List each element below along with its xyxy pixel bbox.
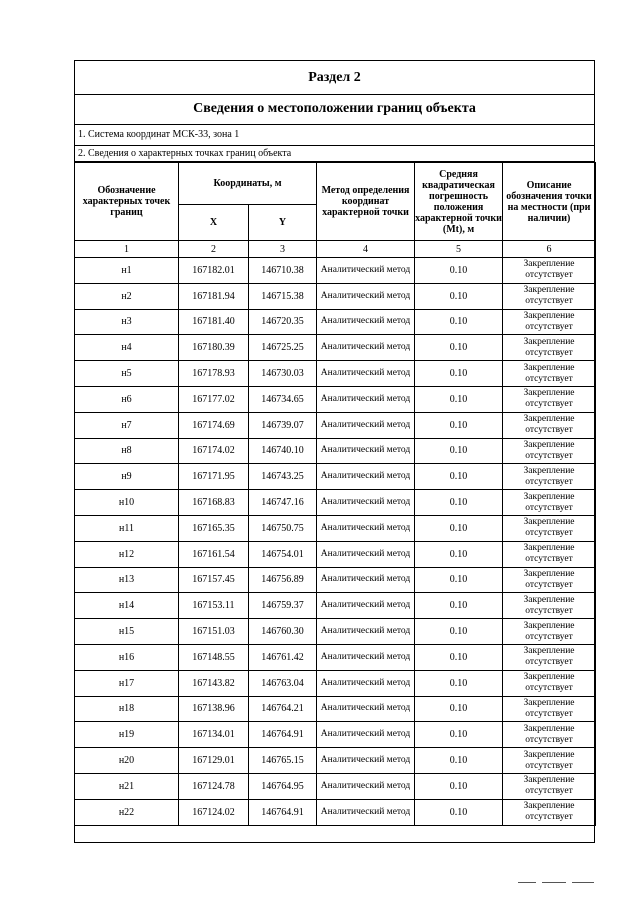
point-name-cell: н16 [75,644,179,670]
accuracy-cell: 0.10 [415,799,503,825]
coord-y-cell: 146764.91 [249,722,317,748]
table-row [75,361,596,387]
accuracy-cell: 0.10 [415,696,503,722]
coord-x-cell: 167165.35 [179,515,249,541]
accuracy-cell: 0.10 [415,335,503,361]
coord-x-cell: 167143.82 [179,670,249,696]
accuracy-cell: 0.10 [415,464,503,490]
coord-y-cell: 146740.10 [249,438,317,464]
method-cell: Аналитический метод [317,283,415,309]
coord-x-cell: 167171.95 [179,464,249,490]
point-name-cell: н8 [75,438,179,464]
table-row [75,386,596,412]
description-cell: Закрепление отсутствует [503,773,596,799]
accuracy-cell: 0.10 [415,619,503,645]
coord-y-cell: 146765.15 [249,748,317,774]
table-row [75,773,596,799]
table-row [75,722,596,748]
method-cell: Аналитический метод [317,773,415,799]
description-cell: Закрепление отсутствует [503,438,596,464]
coord-y-cell: 146725.25 [249,335,317,361]
description-cell: Закрепление отсутствует [503,567,596,593]
method-cell: Аналитический метод [317,593,415,619]
description-cell: Закрепление отсутствует [503,490,596,516]
section-title: Раздел 2 [75,61,594,95]
coord-x-cell: 167182.01 [179,258,249,284]
coord-x-cell: 167151.03 [179,619,249,645]
coord-x-cell: 167148.55 [179,644,249,670]
coord-y-cell: 146763.04 [249,670,317,696]
accuracy-cell: 0.10 [415,309,503,335]
point-name-cell: н4 [75,335,179,361]
table-row [75,619,596,645]
point-name-cell: н6 [75,386,179,412]
accuracy-cell: 0.10 [415,567,503,593]
table-row [75,258,596,284]
method-cell: Аналитический метод [317,464,415,490]
table-row [75,567,596,593]
method-cell: Аналитический метод [317,748,415,774]
method-cell: Аналитический метод [317,567,415,593]
coord-y-cell: 146764.21 [249,696,317,722]
coord-x-cell: 167153.11 [179,593,249,619]
table-row [75,515,596,541]
method-cell: Аналитический метод [317,412,415,438]
column-number: 5 [415,241,503,258]
point-name-cell: н22 [75,799,179,825]
coord-y-cell: 146720.35 [249,309,317,335]
coord-x-cell: 167174.69 [179,412,249,438]
accuracy-cell: 0.10 [415,515,503,541]
header-x: X [179,205,249,241]
description-cell: Закрепление отсутствует [503,515,596,541]
column-number: 6 [503,241,596,258]
table-row [75,696,596,722]
coord-x-cell: 167124.02 [179,799,249,825]
table-row [75,335,596,361]
point-name-cell: н18 [75,696,179,722]
coord-x-cell: 167174.02 [179,438,249,464]
method-cell: Аналитический метод [317,361,415,387]
description-cell: Закрепление отсутствует [503,386,596,412]
coord-x-cell: 167181.40 [179,309,249,335]
table-row [75,644,596,670]
method-cell: Аналитический метод [317,258,415,284]
point-name-cell: н13 [75,567,179,593]
section-subtitle: Сведения о местоположении границ объекта [75,94,594,125]
accuracy-cell: 0.10 [415,773,503,799]
point-name-cell: н5 [75,361,179,387]
coord-x-cell: 167178.93 [179,361,249,387]
accuracy-cell: 0.10 [415,490,503,516]
coord-x-cell: 167180.39 [179,335,249,361]
accuracy-cell: 0.10 [415,438,503,464]
point-name-cell: н21 [75,773,179,799]
table-row [75,438,596,464]
accuracy-cell: 0.10 [415,283,503,309]
point-name-cell: н14 [75,593,179,619]
coord-y-cell: 146747.16 [249,490,317,516]
table-bottom-strip [75,821,594,842]
description-cell: Закрепление отсутствует [503,619,596,645]
accuracy-cell: 0.10 [415,361,503,387]
description-cell: Закрепление отсутствует [503,258,596,284]
method-cell: Аналитический метод [317,335,415,361]
description-cell: Закрепление отсутствует [503,361,596,387]
coord-y-cell: 146734.65 [249,386,317,412]
column-number: 4 [317,241,415,258]
document-sheet [74,60,595,843]
method-cell: Аналитический метод [317,490,415,516]
coord-x-cell: 167161.54 [179,541,249,567]
accuracy-cell: 0.10 [415,722,503,748]
description-cell: Закрепление отсутствует [503,309,596,335]
column-number: 3 [249,241,317,258]
description-cell: Закрепление отсутствует [503,464,596,490]
table-row [75,670,596,696]
coord-y-cell: 146743.25 [249,464,317,490]
description-cell: Закрепление отсутствует [503,283,596,309]
table-row [75,412,596,438]
table-row [75,283,596,309]
coord-y-cell: 146750.75 [249,515,317,541]
accuracy-cell: 0.10 [415,670,503,696]
header-coords: Координаты, м [179,163,317,205]
point-name-cell: н17 [75,670,179,696]
coord-x-cell: 167138.96 [179,696,249,722]
coord-y-cell: 146739.07 [249,412,317,438]
header-description: Описание обозначения точки на местности (при наличии) [503,163,596,241]
accuracy-cell: 0.10 [415,541,503,567]
header-name: Обозначение характерных точек границ [75,163,179,241]
method-cell: Аналитический метод [317,438,415,464]
coord-y-cell: 146715.38 [249,283,317,309]
method-cell: Аналитический метод [317,670,415,696]
column-numbers-row [75,241,596,258]
point-name-cell: н20 [75,748,179,774]
coord-x-cell: 167129.01 [179,748,249,774]
column-number: 2 [179,241,249,258]
method-cell: Аналитический метод [317,386,415,412]
point-name-cell: н3 [75,309,179,335]
description-cell: Закрепление отсутствует [503,593,596,619]
method-cell: Аналитический метод [317,619,415,645]
coord-x-cell: 167181.94 [179,283,249,309]
accuracy-cell: 0.10 [415,386,503,412]
description-cell: Закрепление отсутствует [503,799,596,825]
coord-y-cell: 146764.95 [249,773,317,799]
coord-y-cell: 146759.37 [249,593,317,619]
method-cell: Аналитический метод [317,515,415,541]
description-cell: Закрепление отсутствует [503,722,596,748]
description-cell: Закрепление отсутствует [503,644,596,670]
accuracy-cell: 0.10 [415,748,503,774]
description-cell: Закрепление отсутствует [503,748,596,774]
accuracy-cell: 0.10 [415,412,503,438]
description-cell: Закрепление отсутствует [503,696,596,722]
header-y: Y [249,205,317,241]
coord-system-line: 1. Система координат МСК-33, зона 1 [75,124,594,146]
table-row [75,464,596,490]
boundary-points-table [74,162,596,826]
table-row [75,541,596,567]
accuracy-cell: 0.10 [415,258,503,284]
description-cell: Закрепление отсутствует [503,541,596,567]
point-name-cell: н19 [75,722,179,748]
table-row [75,748,596,774]
coord-y-cell: 146710.38 [249,258,317,284]
table-body [75,258,596,826]
scan-footer-marks [518,882,618,886]
point-name-cell: н15 [75,619,179,645]
coord-x-cell: 167134.01 [179,722,249,748]
coord-x-cell: 167177.02 [179,386,249,412]
coord-y-cell: 146760.30 [249,619,317,645]
accuracy-cell: 0.10 [415,593,503,619]
method-cell: Аналитический метод [317,644,415,670]
point-name-cell: н1 [75,258,179,284]
point-name-cell: н11 [75,515,179,541]
coord-y-cell: 146756.89 [249,567,317,593]
method-cell: Аналитический метод [317,799,415,825]
table-row [75,490,596,516]
description-cell: Закрепление отсутствует [503,670,596,696]
point-name-cell: н2 [75,283,179,309]
point-name-cell: н7 [75,412,179,438]
coord-y-cell: 146761.42 [249,644,317,670]
table-row [75,309,596,335]
point-name-cell: н9 [75,464,179,490]
method-cell: Аналитический метод [317,541,415,567]
points-heading-line: 2. Сведения о характерных точках границ объекта [75,146,594,162]
accuracy-cell: 0.10 [415,644,503,670]
description-cell: Закрепление отсутствует [503,335,596,361]
point-name-cell: н12 [75,541,179,567]
column-number: 1 [75,241,179,258]
description-cell: Закрепление отсутствует [503,412,596,438]
point-name-cell: н10 [75,490,179,516]
method-cell: Аналитический метод [317,722,415,748]
coord-y-cell: 146730.03 [249,361,317,387]
coord-x-cell: 167168.83 [179,490,249,516]
coord-x-cell: 167124.78 [179,773,249,799]
header-accuracy: Средняя квадратическая погрешность положения характерной точки (Mt), м [415,163,503,241]
method-cell: Аналитический метод [317,696,415,722]
header-method: Метод определения координат характерной точки [317,163,415,241]
coord-y-cell: 146764.91 [249,799,317,825]
method-cell: Аналитический метод [317,309,415,335]
coord-x-cell: 167157.45 [179,567,249,593]
coord-y-cell: 146754.01 [249,541,317,567]
table-row [75,593,596,619]
